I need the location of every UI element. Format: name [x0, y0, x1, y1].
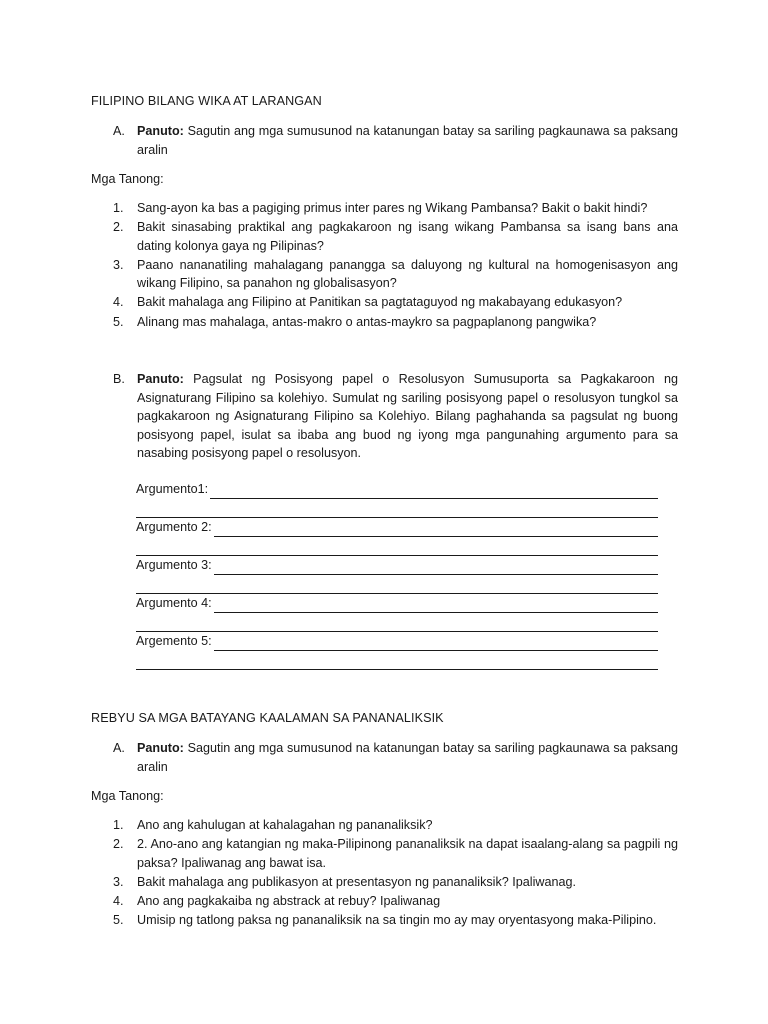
question-item — [113, 892, 678, 911]
argument-answer-line[interactable] — [214, 523, 658, 537]
instruction-b-marker: B. — [113, 372, 125, 386]
argument-answer-line[interactable] — [214, 561, 658, 575]
argument-label: Argumento 2: — [136, 520, 212, 535]
argument-answer-line[interactable] — [136, 651, 658, 670]
question-number: 3. — [113, 874, 124, 889]
section-1-instruction-a — [113, 122, 678, 159]
argument-row — [136, 480, 658, 499]
argument-label: Argumento 3: — [136, 558, 212, 573]
question-text: Bakit mahalaga ang Filipino at Panitikan sa pagtataguyod ng makabayang edukasyon? — [137, 295, 623, 310]
argument-field[interactable] — [136, 556, 658, 594]
question-number: 2. — [113, 220, 124, 235]
instruction-b-label: Panuto: — [137, 372, 184, 386]
argument-label: Argemento 5: — [136, 634, 212, 649]
argument-answer-line[interactable] — [210, 485, 658, 499]
argument-field[interactable] — [136, 632, 658, 670]
question-item — [113, 835, 678, 872]
question-item — [113, 218, 678, 255]
section-1-questions-heading: Mga Tanong: — [91, 172, 164, 186]
question-number: 5. — [113, 912, 124, 927]
question-text: Ano ang kahulugan at kahalagahan ng pananaliksik? — [137, 818, 433, 832]
argument-answer-line[interactable] — [214, 599, 658, 613]
instruction-a-label: Panuto: — [137, 741, 184, 755]
instruction-a-body — [137, 122, 678, 159]
argument-label: Argumento1: — [136, 482, 209, 497]
question-text: Bakit sinasabing praktikal ang pagkakaroon ng isang wikang Pambansa sa isang bans ana dating kolonya gaya ng Pilipinas? — [137, 220, 678, 253]
question-item — [113, 256, 678, 293]
question-item — [113, 873, 678, 892]
argument-row — [136, 556, 658, 575]
section-2-question-list — [113, 816, 678, 930]
instruction-a-label: Panuto: — [137, 124, 184, 138]
section-1-question-list — [113, 199, 678, 332]
question-item — [113, 911, 678, 930]
argument-field[interactable] — [136, 594, 658, 632]
question-number: 5. — [113, 314, 124, 329]
question-text: Bakit mahalaga ang publikasyon at presentasyon ng pananaliksik? Ipaliwanag. — [137, 874, 576, 889]
question-number: 1. — [113, 818, 124, 832]
section-2-instruction-a — [113, 739, 678, 776]
section-2-questions-heading: Mga Tanong: — [91, 789, 164, 803]
argument-answer-line[interactable] — [136, 575, 658, 594]
argument-row — [136, 594, 658, 613]
instruction-a-marker: A. — [113, 124, 125, 138]
question-item — [113, 199, 678, 218]
argument-fields — [136, 480, 658, 670]
argument-answer-line[interactable] — [136, 499, 658, 518]
question-number: 4. — [113, 295, 124, 310]
argument-field[interactable] — [136, 480, 658, 518]
question-number: 3. — [113, 257, 124, 272]
instruction-a-marker: A. — [113, 741, 125, 755]
question-text: Paano nananatiling mahalagang panangga sa daluyong ng kultural na homogenisasyon ang wikang Filipino, sa panahon ng globalisasyon? — [137, 257, 678, 291]
argument-label: Argumento 4: — [136, 596, 212, 611]
question-item — [113, 293, 678, 312]
question-item — [113, 313, 678, 332]
argument-answer-line[interactable] — [214, 637, 658, 651]
section-2-title: REBYU SA MGA BATAYANG KAALAMAN SA PANANALIKSIK — [91, 711, 444, 725]
argument-field[interactable] — [136, 518, 658, 556]
section-1-title: FILIPINO BILANG WIKA AT LARANGAN — [91, 94, 322, 108]
question-text: 2. Ano-ano ang katangian ng maka-Pilipinong pananaliksik na dapat isaalang-alang sa pagpili ng paksa? Ipaliwanag ang bawat isa. — [137, 837, 678, 870]
question-text: Ano ang pagkakaiba ng abstrack at rebuy? Ipaliwanag — [137, 893, 441, 908]
argument-answer-line[interactable] — [136, 613, 658, 632]
question-number: 1. — [113, 201, 124, 215]
question-text: Sang-ayon ka bas a pagiging primus inter pares ng Wikang Pambansa? Bakit o bakit hindi? — [137, 201, 648, 215]
question-text: Alinang mas mahalaga, antas-makro o antas-maykro sa pagpaplanong pangwika? — [137, 314, 597, 329]
question-number: 4. — [113, 893, 124, 908]
question-number: 2. — [113, 837, 124, 852]
section-1-instruction-b — [113, 370, 678, 463]
instruction-a-text: Sagutin ang mga sumusunod na katanungan batay sa sariling pagkaunawa sa paksang aralin — [137, 124, 678, 157]
instruction-a-body — [137, 739, 678, 776]
question-item — [113, 816, 678, 835]
argument-row — [136, 518, 658, 537]
instruction-b-body — [137, 370, 678, 463]
instruction-b-text: Pagsulat ng Posisyong papel o Resolusyon Sumusuporta sa Pagkakaroon ng Asignaturang Filipino sa kolehiyo. Sumulat ng sariling posisyong papel o resolusyon tungkol sa pagkakaroon ng Asignaturang Filipino sa Kolehiyo. Bilang paghahanda sa pagsulat ng buong posisyong papel, isulat sa ibaba ang buod ng iyong mga pangunahing argumento para sa nasabing posisyong papel o resolusyon. — [137, 372, 678, 461]
argument-row — [136, 632, 658, 651]
argument-answer-line[interactable] — [136, 537, 658, 556]
instruction-a-text: Sagutin ang mga sumusunod na katanungan batay sa sariling pagkaunawa sa paksang aralin — [137, 741, 678, 774]
question-text: Umisip ng tatlong paksa ng pananaliksik na sa tingin mo ay may oryentasyong maka-Pilipino. — [137, 912, 657, 927]
